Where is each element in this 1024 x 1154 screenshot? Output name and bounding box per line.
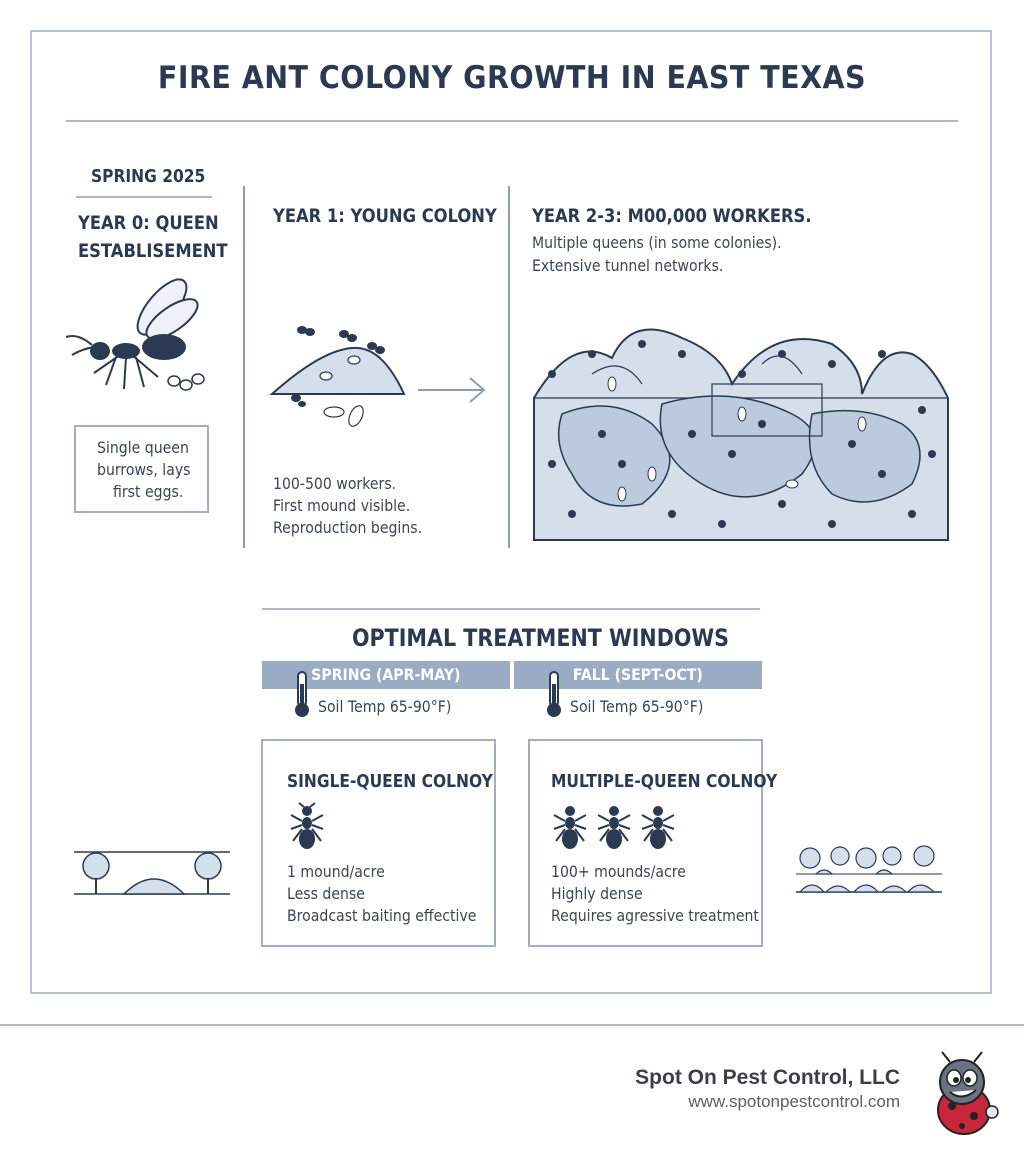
year0-heading-line2: ESTABLISEMENT xyxy=(78,240,228,262)
year1-line3: Reproduction begins. xyxy=(273,518,423,537)
year0-note-line2: burrows, lays xyxy=(97,460,191,479)
multiple-queen-line2: Highly dense xyxy=(551,884,643,903)
single-queen-line2: Less dense xyxy=(287,884,365,903)
footer-divider xyxy=(0,1024,1024,1026)
stage-divider-2 xyxy=(508,186,510,548)
thermometer-icon xyxy=(292,670,312,720)
multiple-queen-card xyxy=(528,739,778,947)
year23-heading: YEAR 2-3: M00,000 WORKERS. xyxy=(532,205,812,227)
multiple-queen-line1: 100+ mounds/acre xyxy=(551,862,686,881)
multiple-queen-line3: Requires agressive treatment xyxy=(551,906,759,925)
young-mound-icon xyxy=(266,316,496,436)
year1-line1: 100-500 workers. xyxy=(273,474,397,493)
multiple-mounds-landscape-icon xyxy=(796,842,942,896)
season-label: SPRING 2025 xyxy=(91,166,206,187)
fall-window-label: FALL (SEPT-OCT) xyxy=(573,665,703,684)
year0-note-box xyxy=(74,425,209,513)
year0-note-line1: Single queen xyxy=(97,438,189,457)
year1-line2: First mound visible. xyxy=(273,496,411,515)
multiple-queen-heading: MULTIPLE-QUEEN COLNOY xyxy=(551,771,778,792)
single-queen-card xyxy=(261,739,496,947)
single-mound-landscape-icon xyxy=(74,846,230,898)
brand-block xyxy=(635,1066,900,1112)
year0-heading-line1: YEAR 0: QUEEN xyxy=(78,212,219,234)
year1-heading: YEAR 1: YOUNG COLONY xyxy=(273,205,497,227)
treatment-heading: OPTIMAL TREATMENT WINDOWS xyxy=(352,624,730,652)
spring-window-label: SPRING (APR-MAY) xyxy=(311,665,461,684)
year23-line2: Extensive tunnel networks. xyxy=(532,256,724,275)
ladybug-mascot-logo-icon xyxy=(922,1050,1006,1138)
ant-icon xyxy=(552,803,588,851)
title-divider xyxy=(66,120,958,122)
year0-note-line3: first eggs. xyxy=(113,482,184,501)
mature-colony-cross-section xyxy=(532,314,952,542)
season-underline xyxy=(76,196,212,198)
infographic-title: FIRE ANT COLONY GROWTH IN EAST TEXAS xyxy=(157,60,867,96)
single-queen-heading: SINGLE-QUEEN COLNOY xyxy=(287,771,493,792)
single-queen-line3: Broadcast baiting effective xyxy=(287,906,477,925)
company-url[interactable]: www.spotonpestcontrol.com xyxy=(688,1092,900,1111)
company-name: Spot On Pest Control, LLC xyxy=(635,1066,900,1089)
ant-icon xyxy=(596,803,632,851)
treatment-divider xyxy=(262,608,760,610)
spring-soil-temp: Soil Temp 65-90°F) xyxy=(318,697,452,716)
single-queen-line1: 1 mound/acre xyxy=(287,862,385,881)
winged-queen-ant-icon xyxy=(60,285,220,395)
thermometer-icon xyxy=(544,670,564,720)
stage-divider-1 xyxy=(243,186,245,548)
fall-soil-temp: Soil Temp 65-90°F) xyxy=(570,697,704,716)
year23-line1: Multiple queens (in some colonies). xyxy=(532,233,782,252)
ant-icon xyxy=(640,803,676,851)
ant-icon xyxy=(289,803,325,851)
